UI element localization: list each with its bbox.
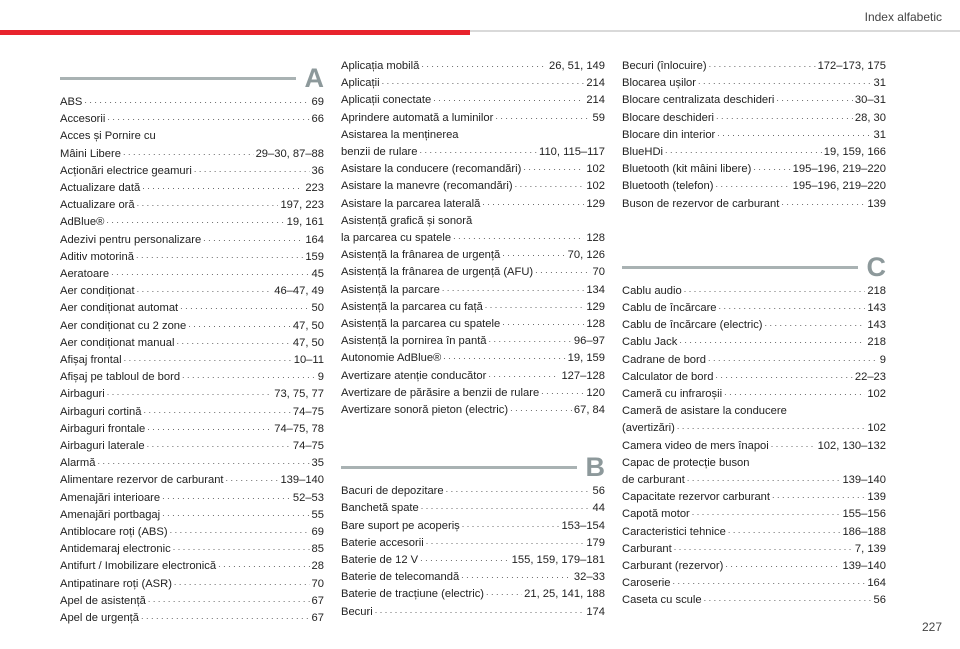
index-entry-prefix: Acces și Pornire cu: [60, 130, 156, 143]
index-entry-pages: 36: [311, 164, 324, 177]
index-entry-pages: 55: [311, 508, 324, 521]
index-entry-pages: 52–53: [292, 491, 324, 504]
index-entry-name: Capotă motor: [622, 508, 690, 521]
index-entry-name: Aprindere automată a luminilor: [341, 111, 494, 124]
index-entry: [622, 438, 886, 455]
index-entry-name: BlueHDi: [622, 146, 664, 159]
index-entry-pages: 139: [867, 197, 886, 210]
index-entry-name: Blocarea ușilor: [622, 77, 696, 90]
dot-leader: [719, 298, 866, 315]
index-entry-pages: 172–173, 175: [817, 60, 886, 72]
dot-leader: [674, 539, 853, 556]
dot-leader: [677, 418, 865, 435]
index-entry-name: Blocare din interior: [622, 128, 716, 141]
dot-leader: [704, 590, 872, 607]
index-entry-pages: 85: [311, 543, 324, 556]
index-column-3: [622, 58, 886, 632]
header-accent-bar: [0, 30, 470, 35]
dot-leader: [708, 350, 878, 367]
dot-leader: [446, 481, 591, 498]
index-entry-pages: 26, 51, 149: [549, 60, 605, 72]
index-entry-name: Avertizare sonoră pieton (electric): [341, 404, 509, 417]
index-entry-pages: 9: [879, 353, 886, 366]
index-entry-name: Aer condiționat automat: [60, 302, 179, 315]
dot-leader: [107, 109, 309, 126]
dot-leader: [218, 556, 309, 573]
section-letter-heading: [60, 60, 324, 92]
index-entry-pages: 195–196, 219–220: [792, 180, 886, 193]
dot-leader: [84, 92, 309, 109]
section-rule: [60, 77, 296, 80]
index-entry-name: Avertizare de părăsire a benzii de rulare: [341, 386, 540, 399]
dot-leader: [420, 550, 510, 567]
index-entry-pages: 139–140: [842, 474, 886, 487]
index-entry: [622, 592, 886, 609]
index-entry-pages: 195–196, 219–220: [792, 163, 886, 176]
dot-leader: [772, 487, 865, 504]
dot-leader: [776, 90, 853, 107]
index-section: [60, 60, 324, 627]
index-entry-pages: 179: [586, 536, 605, 549]
index-entry-pages: 70: [311, 577, 324, 590]
dot-leader: [148, 591, 310, 608]
dot-leader: [515, 176, 585, 193]
dot-leader: [137, 281, 273, 298]
index-entry-pages: 74–75: [292, 440, 324, 453]
index-entry-pages: 45: [311, 268, 324, 281]
index-entry-pages: 139–140: [280, 474, 324, 487]
index-entry-name: Amenajări interioare: [60, 491, 161, 504]
index-entry-name: Blocare centralizata deschideri: [622, 94, 775, 107]
index-entry-pages: 10–11: [293, 354, 324, 367]
dot-leader: [771, 436, 816, 453]
index-entry-name: Bare suport pe acoperiș: [341, 519, 460, 532]
index-entry-pages: 67: [311, 594, 324, 607]
index-entry-pages: 19, 159, 166: [823, 146, 886, 159]
dot-leader: [123, 144, 254, 161]
dot-leader: [502, 314, 584, 331]
index-entry-pages: 46–47, 49: [274, 285, 324, 298]
index-entry-name: Airbaguri frontale: [60, 422, 146, 435]
index-entry-pages: 70: [592, 266, 605, 279]
index-section: [341, 449, 605, 621]
section-rule: [341, 466, 577, 469]
index-entry-name: AdBlue®: [60, 216, 105, 229]
index-entry-pages: 30–31: [854, 94, 886, 107]
index-entry: [622, 196, 886, 213]
dot-leader: [510, 400, 572, 417]
index-entry-prefix: Capac de protecție buson: [622, 456, 750, 469]
index-entry-name: Cablu audio: [622, 284, 682, 297]
index-entry-pages: 29–30, 87–88: [255, 147, 324, 160]
index-entry-name: Cablu de încărcare: [622, 302, 717, 315]
index-entry-name: de carburant: [622, 474, 685, 487]
dot-leader: [97, 453, 309, 470]
index-column-1: [60, 60, 324, 649]
index-entry-pages: 9: [317, 371, 324, 384]
index-entry: [341, 350, 605, 367]
index-entry-pages: 153–154: [561, 519, 605, 532]
index-entry-pages: 28, 30: [854, 111, 886, 124]
index-entry-name: Asistență la parcarea cu spatele: [341, 318, 501, 331]
index-entry-name: Actualizare oră: [60, 199, 135, 212]
index-entry-name: Amenajări portbagaj: [60, 508, 161, 521]
index-entry-pages: 139: [867, 491, 886, 504]
index-entry-pages: 70, 126: [567, 249, 605, 262]
index-entry-pages: 127–128: [561, 369, 605, 382]
index-entry-name: Bacuri de depozitare: [341, 485, 444, 498]
dot-leader: [147, 436, 291, 453]
index-entry: [341, 604, 605, 621]
index-entry-name: Baterie accesorii: [341, 536, 424, 549]
dot-leader: [717, 125, 871, 142]
dot-leader: [488, 366, 559, 383]
index-entry: [622, 420, 886, 437]
index-section: [341, 58, 605, 419]
index-entry-pages: 21, 25, 141, 188: [524, 588, 605, 601]
index-entry-name: Asistare la manevre (recomandări): [341, 180, 513, 193]
index-entry-pages: 120: [586, 386, 605, 399]
index-entry: [60, 111, 324, 128]
index-entry-pages: 74–75: [292, 405, 324, 418]
index-entry-pages: 31: [873, 128, 886, 141]
index-entry-name: Aeratoare: [60, 268, 110, 281]
index-entry-pages: 197, 223: [280, 199, 324, 212]
index-entry-name: Baterie de 12 V: [341, 554, 419, 567]
index-entry-name: Afișaj frontal: [60, 354, 122, 367]
dot-leader: [486, 584, 522, 601]
index-entry-pages: 155, 159, 179–181: [511, 554, 605, 567]
index-entry-name: Alarmă: [60, 457, 96, 470]
dot-leader: [137, 195, 279, 212]
index-entry: [341, 569, 605, 586]
dot-leader: [188, 316, 291, 333]
index-entry-pages: 110, 115–117: [539, 146, 605, 159]
dot-leader: [421, 56, 547, 73]
index-entry-pages: 128: [586, 318, 605, 331]
index-entry-pages: 174: [586, 605, 605, 618]
dot-leader: [142, 178, 303, 195]
dot-leader: [106, 212, 284, 229]
dot-leader: [523, 159, 584, 176]
index-entry-name: Asistență la frânarea de urgență (AFU): [341, 266, 534, 279]
index-entry-pages: 134: [586, 283, 605, 296]
index-entry-pages: 128: [586, 232, 605, 245]
index-entry-name: Asistență la parcare: [341, 283, 440, 296]
index-entry-name: Cablu de încărcare (electric): [622, 319, 763, 332]
dot-leader: [141, 608, 310, 625]
index-entry-name: Caroserie: [622, 577, 671, 590]
index-entry-name: Becuri (înlocuire): [622, 60, 707, 72]
index-entry-name: Caracteristici tehnice: [622, 525, 726, 538]
index-entry-pages: 218: [867, 336, 886, 349]
index-entry-name: Asistență la frânarea de urgență: [341, 249, 501, 262]
index-entry-pages: 47, 50: [292, 319, 324, 332]
index-entry-name: Accesorii: [60, 113, 106, 126]
dot-leader: [709, 56, 816, 73]
dot-leader: [443, 348, 565, 365]
dot-leader: [495, 108, 590, 125]
page-number: [922, 620, 942, 634]
dot-leader: [170, 522, 310, 539]
index-entry-name: Asistare la conducere (recomandări): [341, 163, 522, 176]
dot-leader: [724, 384, 865, 401]
index-entry-name: Aplicații conectate: [341, 94, 432, 107]
index-entry-name: la parcarea cu spatele: [341, 232, 452, 245]
index-entry-name: benzii de rulare: [341, 146, 418, 159]
dot-leader: [716, 108, 853, 125]
dot-leader: [442, 280, 584, 297]
index-entry-name: Blocare deschideri: [622, 111, 715, 124]
page-title: Index alfabetic: [864, 10, 942, 24]
index-entry-pages: 102: [867, 388, 886, 401]
dot-leader: [176, 333, 290, 350]
dot-leader: [684, 281, 866, 298]
dot-leader: [679, 332, 865, 349]
index-entry-name: Apel de asistență: [60, 594, 146, 607]
section-letter-heading: [341, 449, 605, 481]
index-entry-pages: 143: [867, 319, 886, 332]
index-entry-name: Antiblocare roți (ABS): [60, 526, 168, 539]
dot-leader: [462, 516, 560, 533]
index-entry-pages: 31: [873, 77, 886, 90]
index-entry: [341, 110, 605, 127]
index-entry-prefix: Cameră de asistare la conducere: [622, 405, 787, 418]
index-entry-name: Adezivi pentru personalizare: [60, 233, 202, 246]
index-entry-pages: 44: [592, 502, 605, 515]
dot-leader: [382, 73, 585, 90]
index-entry-name: Antifurt / Imobilizare electronică: [60, 560, 217, 573]
index-entry-name: Carburant: [622, 542, 672, 555]
index-entry-pages: 155–156: [842, 508, 886, 521]
index-entry: [60, 455, 324, 472]
dot-leader: [687, 470, 841, 487]
index-entry-pages: 32–33: [573, 571, 605, 584]
index-entry-name: Becuri: [341, 605, 373, 618]
dot-leader: [698, 73, 872, 90]
index-entry: [622, 386, 886, 403]
index-entry-pages: 102: [586, 163, 605, 176]
index-entry-pages: 102: [867, 422, 886, 435]
index-entry-pages: 129: [586, 197, 605, 210]
dot-leader: [453, 228, 584, 245]
index-entry-pages: 35: [311, 457, 324, 470]
dot-leader: [180, 298, 309, 315]
index-section: [622, 58, 886, 213]
index-entry-pages: 159: [305, 250, 324, 263]
index-entry-name: Buson de rezervor de carburant: [622, 197, 780, 210]
index-entry-name: Actualizare dată: [60, 182, 141, 195]
index-entry-pages: 143: [867, 302, 886, 315]
dot-leader: [420, 142, 538, 159]
dot-leader: [147, 419, 272, 436]
index-entry-name: Aplicații: [341, 77, 380, 90]
index-entry-pages: 56: [592, 485, 605, 498]
index-entry-pages: 73, 75, 77: [274, 388, 324, 401]
index-entry-name: Cadrane de bord: [622, 353, 706, 366]
index-entry-name: Antidemaraj electronic: [60, 543, 171, 556]
index-entry-pages: 102, 130–132: [817, 439, 886, 452]
index-entry-name: Bluetooth (telefon): [622, 180, 714, 193]
dot-leader: [173, 539, 310, 556]
dot-leader: [375, 602, 585, 619]
section-letter: A: [304, 63, 324, 93]
index-entry: [60, 610, 324, 627]
index-entry-pages: 164: [305, 233, 324, 246]
index-entry-name: Afișaj pe tabloul de bord: [60, 371, 181, 384]
dot-leader: [111, 264, 309, 281]
dot-leader: [143, 402, 290, 419]
dot-leader: [426, 533, 585, 550]
dot-leader: [485, 297, 585, 314]
index-entry-pages: 102: [586, 180, 605, 193]
index-entry-pages: 66: [311, 113, 324, 126]
index-entry-name: Baterie de tracțiune (electric): [341, 588, 485, 601]
index-entry-name: Aer condiționat: [60, 285, 135, 298]
dot-leader: [665, 142, 822, 159]
index-entry: [341, 402, 605, 419]
index-entry-pages: 164: [867, 577, 886, 590]
index-entry-pages: 223: [305, 182, 324, 195]
index-entry-pages: 218: [867, 284, 886, 297]
index-entry-name: Apel de urgență: [60, 612, 139, 625]
dot-leader: [765, 315, 866, 332]
dot-leader: [194, 161, 310, 178]
index-entry-name: (avertizări): [622, 422, 675, 435]
index-entry-name: Cameră cu infraroșii: [622, 388, 723, 401]
dot-leader: [541, 383, 584, 400]
index-entry-name: Carburant (rezervor): [622, 560, 724, 573]
index-entry-prefix: Asistență grafică și sonoră: [341, 214, 473, 227]
index-entry-pages: 22–23: [854, 370, 886, 383]
index-entry-name: Asistență la pornirea în pantă: [341, 335, 487, 348]
dot-leader: [781, 194, 865, 211]
index-entry-name: ABS: [60, 96, 83, 108]
index-entry-pages: 214: [586, 94, 605, 107]
index-entry-name: Calculator de bord: [622, 370, 714, 383]
index-entry-pages: 129: [586, 300, 605, 313]
index-entry-pages: 59: [592, 111, 605, 124]
index-column-2: [341, 58, 605, 643]
index-entry-name: Aer condiționat manual: [60, 336, 175, 349]
dot-leader: [182, 367, 316, 384]
dot-leader: [174, 574, 310, 591]
index-entry-pages: 7, 139: [854, 542, 886, 555]
index-entry-name: Asistare la parcarea laterală: [341, 197, 481, 210]
index-entry-pages: 67, 84: [573, 404, 605, 417]
index-entry-name: Baterie de telecomandă: [341, 571, 460, 584]
dot-leader: [203, 230, 303, 247]
dot-leader: [433, 90, 584, 107]
dot-leader: [489, 331, 572, 348]
dot-leader: [461, 567, 572, 584]
dot-leader: [715, 176, 790, 193]
index-entry-prefix: Asistarea la menținerea: [341, 128, 459, 141]
index-entry-pages: 69: [311, 526, 324, 539]
index-entry-name: Aplicația mobilă: [341, 60, 420, 72]
index-entry-pages: 28: [311, 560, 324, 573]
index-entry-name: Avertizare atenție conducător: [341, 369, 487, 382]
index-entry-name: Banchetă spate: [341, 502, 419, 515]
index-entry-pages: 19, 159: [567, 352, 605, 365]
section-letter-heading: [622, 249, 886, 281]
dot-leader: [136, 247, 303, 264]
dot-leader: [482, 194, 584, 211]
index-entry-name: Airbaguri cortină: [60, 405, 142, 418]
index-entry-pages: 186–188: [842, 525, 886, 538]
dot-leader: [502, 245, 565, 262]
dot-leader: [692, 504, 841, 521]
dot-leader: [753, 159, 790, 176]
index-entry-name: Camera video de mers înapoi: [622, 439, 769, 452]
section-rule: [622, 266, 858, 269]
index-entry-name: Mâini Libere: [60, 147, 121, 160]
index-entry-pages: 19, 161: [286, 216, 324, 229]
dot-leader: [226, 470, 279, 487]
dot-leader: [725, 556, 840, 573]
index-entry: [341, 196, 605, 213]
index-entry-name: Capacitate rezervor carburant: [622, 491, 770, 504]
dot-leader: [162, 488, 291, 505]
index-entry-pages: 214: [586, 77, 605, 90]
index-entry-pages: 56: [873, 594, 886, 607]
dot-leader: [673, 573, 866, 590]
index-entry-name: Aditiv motorină: [60, 250, 134, 263]
index-entry-name: Asistență la parcarea cu față: [341, 300, 483, 313]
index-entry-name: Caseta cu scule: [622, 594, 702, 607]
index-entry-name: Cablu Jack: [622, 336, 678, 349]
dot-leader: [421, 498, 591, 515]
index-entry-name: Bluetooth (kit mâini libere): [622, 163, 752, 176]
index-entry-pages: 50: [311, 302, 324, 315]
index-entry-pages: 67: [311, 612, 324, 625]
index-entry-name: Antipatinare roți (ASR): [60, 577, 172, 590]
index-section: [622, 249, 886, 610]
index-entry-name: Autonomie AdBlue®: [341, 352, 442, 365]
index-entry-name: Alimentare rezervor de carburant: [60, 474, 224, 487]
index-entry-name: Acționări electrice geamuri: [60, 164, 192, 177]
index-entry-pages: 74–75, 78: [274, 422, 324, 435]
dot-leader: [535, 262, 590, 279]
index-entry-name: Aer condiționat cu 2 zone: [60, 319, 187, 332]
index-entry-name: Airbaguri: [60, 388, 105, 401]
dot-leader: [715, 367, 852, 384]
index-entry-pages: 139–140: [842, 560, 886, 573]
index-entry-pages: 96–97: [573, 335, 605, 348]
page-number-value: 227: [921, 620, 942, 634]
dot-leader: [107, 384, 272, 401]
dot-leader: [162, 505, 309, 522]
dot-leader: [728, 522, 841, 539]
index-entry-name: Airbaguri laterale: [60, 440, 145, 453]
index-entry-pages: 69: [311, 96, 324, 108]
dot-leader: [124, 350, 292, 367]
section-letter: B: [585, 452, 605, 483]
section-letter: C: [866, 251, 886, 282]
index-entry-pages: 47, 50: [292, 336, 324, 349]
